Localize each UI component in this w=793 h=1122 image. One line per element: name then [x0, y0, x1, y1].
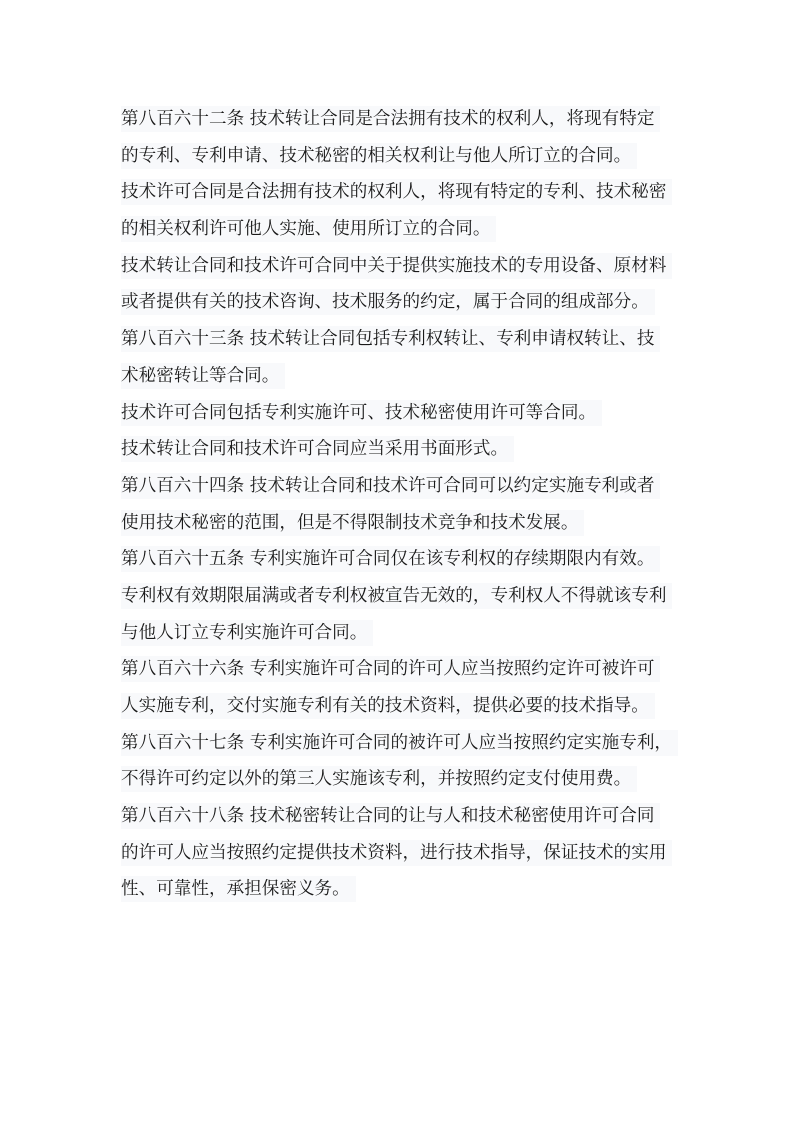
text-line [121, 578, 681, 615]
text-line [121, 174, 681, 211]
text-line-content: 技术转让合同和技术许可合同中关于提供实施技术的专用设备、原材料 [121, 253, 672, 279]
text-line [121, 541, 681, 578]
document-body [121, 101, 681, 908]
text-line-content: 第八百六十三条 技术转让合同包括专利权转让、专利申请权转让、技 [121, 326, 660, 352]
text-line-content: 人实施专利，交付实施专利有关的技术资料，提供必要的技术指导。 [121, 693, 655, 719]
text-line-content: 专利权有效期限届满或者专利权被宣告无效的，专利权人不得就该专利 [121, 583, 672, 609]
text-line [121, 321, 681, 358]
text-line [121, 798, 681, 835]
text-line [121, 505, 681, 542]
text-line-content: 第八百六十二条 技术转让合同是合法拥有技术的权利人，将现有特定 [121, 106, 660, 132]
text-line-content: 使用技术秘密的范围，但是不得限制技术竞争和技术发展。 [121, 510, 584, 536]
text-line [121, 615, 681, 652]
text-line-content: 第八百六十八条 技术秘密转让合同的让与人和技术秘密使用许可合同 [121, 803, 660, 829]
text-line [121, 431, 681, 468]
text-line-content: 第八百六十六条 专利实施许可合同的许可人应当按照约定许可被许可 [121, 656, 660, 682]
text-line-content: 技术许可合同包括专利实施许可、技术秘密使用许可等合同。 [121, 400, 602, 426]
text-line-content: 的相关权利许可他人实施、使用所订立的合同。 [121, 216, 496, 242]
text-line-content: 的专利、专利申请、技术秘密的相关权利让与他人所订立的合同。 [121, 143, 637, 169]
text-line-content: 第八百六十五条 专利实施许可合同仅在该专利权的存续期限内有效。 [121, 546, 660, 572]
text-line [121, 248, 681, 285]
text-line-content: 术秘密转让等合同。 [121, 363, 285, 389]
text-line-content: 性、可靠性，承担保密义务。 [121, 876, 356, 902]
text-line [121, 138, 681, 175]
text-line [121, 651, 681, 688]
text-line-content: 与他人订立专利实施许可合同。 [121, 620, 373, 646]
text-line-content: 第八百六十七条 专利实施许可合同的被许可人应当按照约定实施专利， [121, 730, 678, 756]
text-line [121, 211, 681, 248]
text-line [121, 358, 681, 395]
text-line [121, 284, 681, 321]
text-line-content: 第八百六十四条 技术转让合同和技术许可合同可以约定实施专利或者 [121, 473, 660, 499]
text-line [121, 395, 681, 432]
text-line [121, 101, 681, 138]
text-line [121, 688, 681, 725]
text-line-content: 技术许可合同是合法拥有技术的权利人，将现有特定的专利、技术秘密 [121, 179, 672, 205]
text-line-content: 不得许可约定以外的第三人实施该专利，并按照约定支付使用费。 [121, 766, 637, 792]
text-line-content: 或者提供有关的技术咨询、技术服务的约定，属于合同的组成部分。 [121, 289, 655, 315]
text-line [121, 835, 681, 872]
text-line [121, 468, 681, 505]
text-line [121, 871, 681, 908]
text-line-content: 的许可人应当按照约定提供技术资料，进行技术指导，保证技术的实用 [121, 840, 672, 866]
text-line [121, 761, 681, 798]
text-line [121, 725, 681, 762]
text-line-content: 技术转让合同和技术许可合同应当采用书面形式。 [121, 436, 514, 462]
